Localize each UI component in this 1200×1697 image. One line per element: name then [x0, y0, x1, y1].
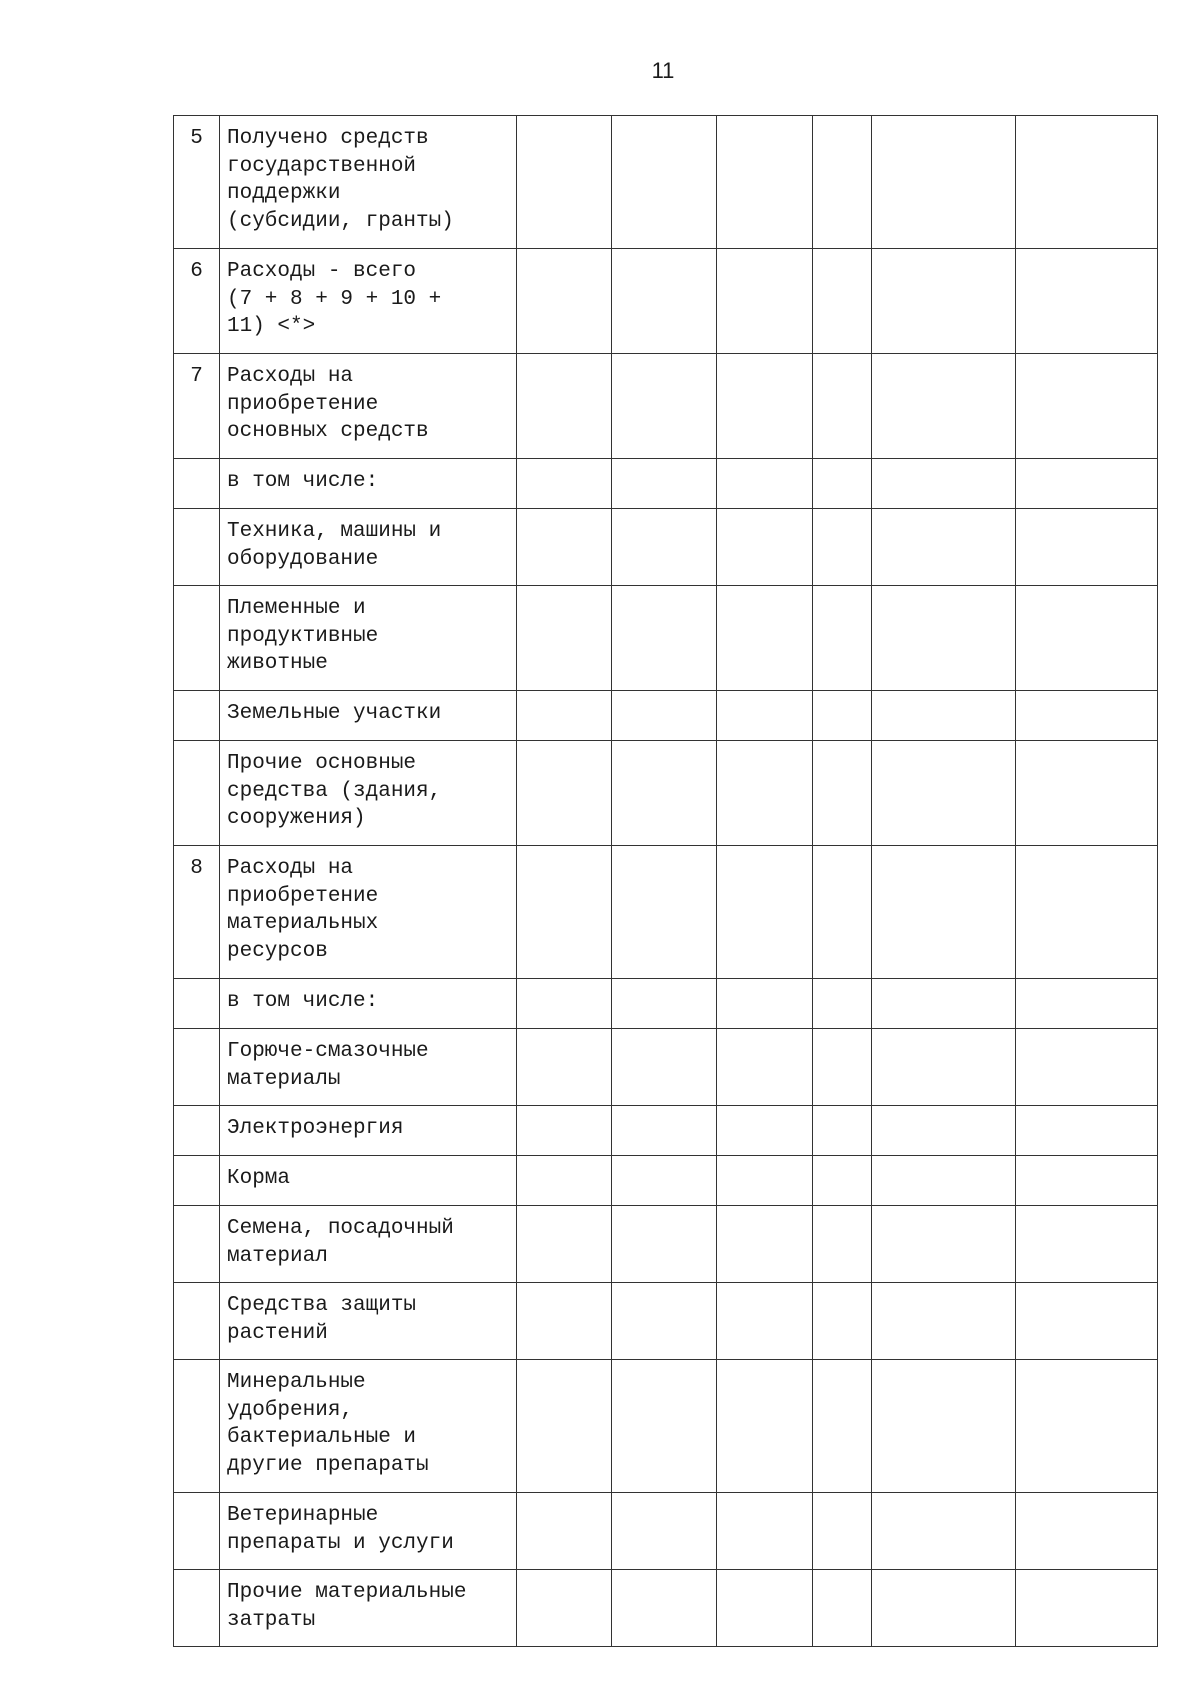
row-label-cell: Племенные и продуктивные животные [220, 586, 517, 691]
empty-value-cell[interactable] [612, 249, 717, 354]
empty-value-cell[interactable] [1016, 1360, 1158, 1493]
empty-value-cell[interactable] [517, 116, 612, 249]
empty-value-cell[interactable] [612, 846, 717, 979]
empty-value-cell[interactable] [612, 979, 717, 1029]
table-row [174, 979, 1158, 1029]
empty-value-cell[interactable] [612, 1570, 717, 1647]
empty-value-cell[interactable] [872, 459, 1016, 509]
empty-value-cell[interactable] [717, 741, 813, 846]
empty-value-cell[interactable] [1016, 459, 1158, 509]
empty-value-cell[interactable] [1016, 249, 1158, 354]
row-number-cell [174, 1106, 220, 1156]
report-table [173, 115, 1158, 1647]
empty-value-cell[interactable] [872, 1283, 1016, 1360]
empty-value-cell[interactable] [813, 249, 872, 354]
row-label-cell: Расходы на приобретение основных средств [220, 354, 517, 459]
empty-value-cell[interactable] [813, 1029, 872, 1106]
empty-value-cell[interactable] [813, 459, 872, 509]
row-label-cell: Семена, посадочный материал [220, 1206, 517, 1283]
empty-value-cell[interactable] [717, 1106, 813, 1156]
empty-value-cell[interactable] [717, 1029, 813, 1106]
empty-value-cell[interactable] [517, 741, 612, 846]
empty-value-cell[interactable] [813, 509, 872, 586]
row-label-cell: в том числе: [220, 979, 517, 1029]
row-number-cell [174, 1570, 220, 1647]
row-label-cell: Техника, машины и оборудование [220, 509, 517, 586]
empty-value-cell[interactable] [517, 1570, 612, 1647]
empty-value-cell[interactable] [717, 1493, 813, 1570]
row-label-cell: Средства защиты растений [220, 1283, 517, 1360]
empty-value-cell[interactable] [517, 1106, 612, 1156]
empty-value-cell[interactable] [612, 1360, 717, 1493]
empty-value-cell[interactable] [1016, 979, 1158, 1029]
empty-value-cell[interactable] [872, 979, 1016, 1029]
page-number: 11 [651, 58, 675, 83]
empty-value-cell[interactable] [517, 1156, 612, 1206]
empty-value-cell[interactable] [872, 1360, 1016, 1493]
table-row [174, 249, 1158, 354]
empty-value-cell[interactable] [1016, 1570, 1158, 1647]
row-label-cell: в том числе: [220, 459, 517, 509]
empty-value-cell[interactable] [717, 354, 813, 459]
table-row [174, 1570, 1158, 1647]
row-number-cell [174, 1493, 220, 1570]
empty-value-cell[interactable] [517, 1493, 612, 1570]
row-number-cell: 8 [174, 846, 220, 979]
row-label-cell: Прочие материальные затраты [220, 1570, 517, 1647]
empty-value-cell[interactable] [813, 741, 872, 846]
empty-value-cell[interactable] [872, 1029, 1016, 1106]
table-row [174, 846, 1158, 979]
row-number-cell [174, 1206, 220, 1283]
empty-value-cell[interactable] [1016, 1106, 1158, 1156]
table-row [174, 1283, 1158, 1360]
table-row [174, 1029, 1158, 1106]
table-row [174, 1206, 1158, 1283]
empty-value-cell[interactable] [872, 116, 1016, 249]
row-number-cell [174, 691, 220, 741]
empty-value-cell[interactable] [517, 846, 612, 979]
empty-value-cell[interactable] [517, 354, 612, 459]
empty-value-cell[interactable] [813, 1206, 872, 1283]
empty-value-cell[interactable] [813, 846, 872, 979]
row-number-cell: 7 [174, 354, 220, 459]
report-table-body [174, 116, 1158, 1647]
empty-value-cell[interactable] [717, 459, 813, 509]
row-number-cell [174, 509, 220, 586]
empty-value-cell[interactable] [1016, 1283, 1158, 1360]
empty-value-cell[interactable] [612, 1283, 717, 1360]
table-row [174, 691, 1158, 741]
table-row [174, 586, 1158, 691]
empty-value-cell[interactable] [517, 1283, 612, 1360]
row-label-cell: Минеральные удобрения, бактериальные и другие препараты [220, 1360, 517, 1493]
row-label-cell: Расходы - всего (7 + 8 + 9 + 10 + 11) <*> [220, 249, 517, 354]
row-label-cell: Корма [220, 1156, 517, 1206]
row-number-cell [174, 1029, 220, 1106]
empty-value-cell[interactable] [517, 1029, 612, 1106]
empty-value-cell[interactable] [1016, 1156, 1158, 1206]
table-row [174, 354, 1158, 459]
row-number-cell: 5 [174, 116, 220, 249]
empty-value-cell[interactable] [872, 509, 1016, 586]
empty-value-cell[interactable] [872, 1493, 1016, 1570]
empty-value-cell[interactable] [517, 586, 612, 691]
empty-value-cell[interactable] [813, 1360, 872, 1493]
empty-value-cell[interactable] [813, 979, 872, 1029]
table-row [174, 741, 1158, 846]
row-label-cell: Земельные участки [220, 691, 517, 741]
empty-value-cell[interactable] [813, 1493, 872, 1570]
empty-value-cell[interactable] [1016, 846, 1158, 979]
row-number-cell [174, 1360, 220, 1493]
row-number-cell [174, 586, 220, 691]
empty-value-cell[interactable] [517, 1360, 612, 1493]
empty-value-cell[interactable] [1016, 116, 1158, 249]
empty-value-cell[interactable] [1016, 586, 1158, 691]
empty-value-cell[interactable] [612, 509, 717, 586]
empty-value-cell[interactable] [872, 1570, 1016, 1647]
empty-value-cell[interactable] [517, 509, 612, 586]
empty-value-cell[interactable] [1016, 509, 1158, 586]
empty-value-cell[interactable] [717, 691, 813, 741]
table-row [174, 1106, 1158, 1156]
empty-value-cell[interactable] [717, 979, 813, 1029]
row-number-cell [174, 1156, 220, 1206]
empty-value-cell[interactable] [813, 691, 872, 741]
empty-value-cell[interactable] [813, 1283, 872, 1360]
empty-value-cell[interactable] [872, 1156, 1016, 1206]
empty-value-cell[interactable] [872, 354, 1016, 459]
empty-value-cell[interactable] [612, 691, 717, 741]
empty-value-cell[interactable] [813, 586, 872, 691]
empty-value-cell[interactable] [717, 1570, 813, 1647]
empty-value-cell[interactable] [612, 1493, 717, 1570]
empty-value-cell[interactable] [517, 249, 612, 354]
empty-value-cell[interactable] [872, 846, 1016, 979]
empty-value-cell[interactable] [1016, 354, 1158, 459]
empty-value-cell[interactable] [872, 1206, 1016, 1283]
empty-value-cell[interactable] [1016, 1493, 1158, 1570]
empty-value-cell[interactable] [517, 691, 612, 741]
row-label-cell: Ветеринарные препараты и услуги [220, 1493, 517, 1570]
empty-value-cell[interactable] [612, 354, 717, 459]
empty-value-cell[interactable] [717, 586, 813, 691]
row-label-cell: Прочие основные средства (здания, сооружения) [220, 741, 517, 846]
table-row [174, 459, 1158, 509]
row-label-cell: Получено средств государственной поддержки (субсидии, гранты) [220, 116, 517, 249]
empty-value-cell[interactable] [872, 691, 1016, 741]
row-number-cell [174, 459, 220, 509]
empty-value-cell[interactable] [1016, 741, 1158, 846]
empty-value-cell[interactable] [1016, 1029, 1158, 1106]
empty-value-cell[interactable] [612, 1029, 717, 1106]
table-row [174, 1493, 1158, 1570]
row-number-cell [174, 741, 220, 846]
empty-value-cell[interactable] [717, 846, 813, 979]
empty-value-cell[interactable] [612, 586, 717, 691]
row-number-cell [174, 979, 220, 1029]
row-label-cell: Горюче-смазочные материалы [220, 1029, 517, 1106]
empty-value-cell[interactable] [612, 459, 717, 509]
empty-value-cell[interactable] [872, 249, 1016, 354]
table-row [174, 509, 1158, 586]
row-label-cell: Электроэнергия [220, 1106, 517, 1156]
row-label-cell: Расходы на приобретение материальных ресурсов [220, 846, 517, 979]
empty-value-cell[interactable] [1016, 1206, 1158, 1283]
empty-value-cell[interactable] [517, 459, 612, 509]
empty-value-cell[interactable] [872, 1106, 1016, 1156]
empty-value-cell[interactable] [813, 1106, 872, 1156]
empty-value-cell[interactable] [813, 354, 872, 459]
row-number-cell [174, 1283, 220, 1360]
empty-value-cell[interactable] [717, 1156, 813, 1206]
empty-value-cell[interactable] [612, 1206, 717, 1283]
empty-value-cell[interactable] [612, 1106, 717, 1156]
empty-value-cell[interactable] [612, 1156, 717, 1206]
empty-value-cell[interactable] [813, 116, 872, 249]
empty-value-cell[interactable] [813, 1156, 872, 1206]
empty-value-cell[interactable] [717, 1283, 813, 1360]
table-row [174, 116, 1158, 249]
empty-value-cell[interactable] [872, 741, 1016, 846]
empty-value-cell[interactable] [717, 249, 813, 354]
table-row [174, 1360, 1158, 1493]
empty-value-cell[interactable] [717, 509, 813, 586]
empty-value-cell[interactable] [517, 1206, 612, 1283]
empty-value-cell[interactable] [612, 116, 717, 249]
empty-value-cell[interactable] [612, 741, 717, 846]
empty-value-cell[interactable] [717, 116, 813, 249]
empty-value-cell[interactable] [872, 586, 1016, 691]
empty-value-cell[interactable] [813, 1570, 872, 1647]
empty-value-cell[interactable] [717, 1206, 813, 1283]
table-row [174, 1156, 1158, 1206]
empty-value-cell[interactable] [717, 1360, 813, 1493]
row-number-cell: 6 [174, 249, 220, 354]
empty-value-cell[interactable] [517, 979, 612, 1029]
empty-value-cell[interactable] [1016, 691, 1158, 741]
